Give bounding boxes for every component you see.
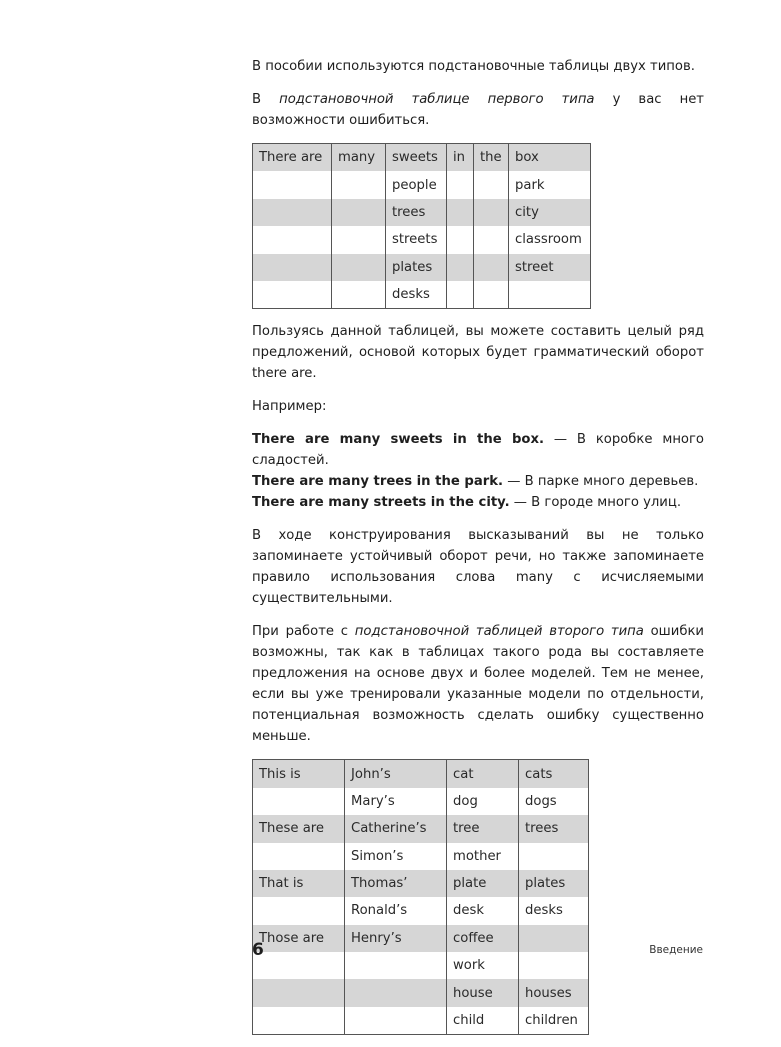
table-row	[253, 925, 589, 952]
table-cell	[447, 171, 474, 198]
substitution-table-type1	[252, 143, 591, 309]
table-cell: people	[386, 171, 447, 198]
table-cell: plate	[447, 870, 519, 897]
table-cell: houses	[519, 979, 589, 1006]
table-cell	[253, 897, 345, 924]
table-row	[253, 226, 591, 253]
table-cell: classroom	[509, 226, 591, 253]
table-cell	[253, 952, 345, 979]
table-cell	[345, 979, 447, 1006]
page-content	[252, 56, 704, 1047]
example-heading: Например:	[252, 399, 327, 415]
table-cell: tree	[447, 815, 519, 842]
table-cell: desk	[447, 897, 519, 924]
table-cell: park	[509, 171, 591, 198]
table-row	[253, 199, 591, 226]
table-cell: coffee	[447, 925, 519, 952]
table-row	[253, 281, 591, 309]
intro-paragraph: В пособии используются подстановочные таблицы двух типов.	[252, 59, 695, 74]
table-cell: house	[447, 979, 519, 1006]
table-cell: work	[447, 952, 519, 979]
table-cell: cats	[519, 760, 589, 788]
table-cell	[253, 199, 332, 226]
table-cell	[253, 788, 345, 815]
table-cell: dogs	[519, 788, 589, 815]
table-row	[253, 760, 589, 788]
table-cell	[447, 281, 474, 309]
table-cell: city	[509, 199, 591, 226]
table-row	[253, 979, 589, 1006]
table-cell	[332, 226, 386, 253]
substitution-table-type2	[252, 759, 589, 1035]
second-type-paragraph: При работе с подстановочной таблицей второго типа ошибки возможны, так как в таблицах такого рода вы составляете предложения на основе двух и более моделей. Тем не менее, если вы уже тренировали указанные модели по отдельности, потенциальная возможность сделать ошибку существенно меньше.	[252, 624, 704, 745]
table-row	[253, 897, 589, 924]
table-cell	[253, 226, 332, 253]
table-cell: mother	[447, 843, 519, 870]
table-cell	[474, 171, 509, 198]
section-title: Введение	[649, 944, 703, 956]
table-cell	[253, 254, 332, 281]
table-cell: streets	[386, 226, 447, 253]
table-cell	[447, 226, 474, 253]
table-cell	[332, 281, 386, 309]
table-cell	[447, 254, 474, 281]
table-row	[253, 171, 591, 198]
table-cell	[253, 281, 332, 309]
table-cell: Thomas’	[345, 870, 447, 897]
table-row	[253, 870, 589, 897]
table-cell: trees	[519, 815, 589, 842]
table-cell: Simon’s	[345, 843, 447, 870]
table-cell	[332, 199, 386, 226]
table-cell: street	[509, 254, 591, 281]
table-cell: box	[509, 144, 591, 172]
example-sentence: There are many streets in the city. — В городе много улиц.	[252, 495, 682, 511]
table-cell	[253, 171, 332, 198]
table-cell: many	[332, 144, 386, 172]
table-cell: cat	[447, 760, 519, 788]
table-row	[253, 144, 591, 172]
table-cell: Catherine’s	[345, 815, 447, 842]
table-cell: trees	[386, 199, 447, 226]
table-row	[253, 254, 591, 281]
table-cell: desks	[519, 897, 589, 924]
table-cell: This is	[253, 760, 345, 788]
table-cell: There are	[253, 144, 332, 172]
first-type-term: подстановочной таблице первого типа	[279, 92, 595, 107]
table-cell	[253, 1007, 345, 1035]
table-cell	[253, 979, 345, 1006]
table-cell	[519, 925, 589, 952]
table-cell	[474, 226, 509, 253]
table-cell	[332, 254, 386, 281]
table-cell: Henry’s	[345, 925, 447, 952]
table-cell	[447, 199, 474, 226]
table-cell	[253, 843, 345, 870]
first-type-paragraph: В подстановочной таблице первого типа у вас нет возможности ошибиться.	[252, 92, 704, 128]
table-cell	[509, 281, 591, 309]
table-row	[253, 843, 589, 870]
page-number: 6	[252, 940, 264, 960]
table-cell	[474, 281, 509, 309]
table-cell	[474, 199, 509, 226]
table-cell: That is	[253, 870, 345, 897]
example-sentence: There are many sweets in the box. — В коробке много сладостей.	[252, 432, 705, 469]
second-type-term: подстановочной таблицей второго типа	[354, 624, 644, 640]
construction-paragraph: В ходе конструирования высказываний вы не только запоминаете устойчивый оборот речи, но также запоминаете правило использования слова many с исчисляемыми существительными.	[252, 528, 704, 607]
table-cell	[345, 1007, 447, 1035]
table-cell: child	[447, 1007, 519, 1035]
table-cell: Those are	[253, 925, 345, 952]
table-cell: Mary’s	[345, 788, 447, 815]
table-cell: plates	[386, 254, 447, 281]
table-cell: desks	[386, 281, 447, 309]
table-cell: children	[519, 1007, 589, 1035]
table-cell: Ronald’s	[345, 897, 447, 924]
usage-paragraph: Пользуясь данной таблицей, вы можете составить целый ряд предложений, основой которых будет грамматический оборот there are.	[252, 324, 704, 382]
table-cell: John’s	[345, 760, 447, 788]
table-cell	[332, 171, 386, 198]
table-cell	[519, 843, 589, 870]
table-cell	[345, 952, 447, 979]
table-cell: dog	[447, 788, 519, 815]
table-cell: plates	[519, 870, 589, 897]
table-row	[253, 1007, 589, 1035]
table-cell: These are	[253, 815, 345, 842]
table-cell: in	[447, 144, 474, 172]
example-sentence: There are many trees in the park. — В парке много деревьев.	[252, 474, 699, 490]
table-row	[253, 952, 589, 979]
table-row	[253, 788, 589, 815]
table-cell: sweets	[386, 144, 447, 172]
table-cell	[474, 254, 509, 281]
table-cell	[519, 952, 589, 979]
table-row	[253, 815, 589, 842]
table-cell: the	[474, 144, 509, 172]
